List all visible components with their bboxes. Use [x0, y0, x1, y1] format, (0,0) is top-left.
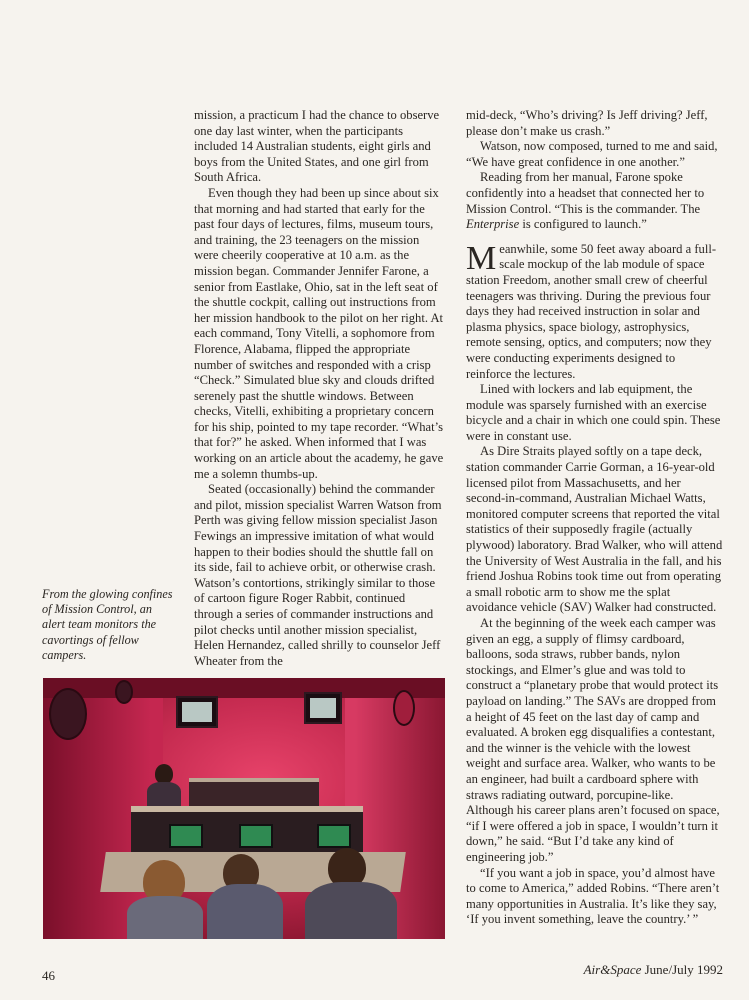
paragraph: Even though they had been up since about six that morning and had started that early for the past four days of lectures, films, museum tours, and training, the 23 teenagers on the mission were cheerily cooperative at 10 a.m. as the mission began. Commander Jennifer Farone, a senior from Eastlake, Ohio, sat in the left seat of the shuttle cockpit, calling out instructions from her mission handbook to the pilot on her right. At each command, Tony Vitelli, a sophomore from Florence, Alabama, flipped the appropriate number of switches and responded with a crisp “Check.” Simulated blue sky and clouds drifted serenely past the shuttle windows. Between checks, Vitelli, exhibiting a proprietary concern for his ship, pointed to my tape recorder. “What’s that for?” he asked. When informed that I was working on an article about the academy, he gave me a solemn thumbs-up. [194, 185, 444, 481]
paragraph: mid-deck, “Who’s driving? Is Jeff driving? Jeff, please don’t make us crash.” [466, 108, 708, 138]
article-column-middle [194, 108, 446, 669]
page-number: 46 [42, 968, 55, 983]
mission-control-photo [43, 678, 445, 939]
wall-emblem [115, 680, 133, 704]
ship-name: Enterprise [466, 217, 520, 232]
text-run: eanwhile, some 50 feet away aboard a full-scale mockup of the lab module of space station Freedom, another small crew of cheerful teenagers was thriving. During the previous four days they had received instruction in solar and plasma physics, space biology, astrophysics, remote sensing, optics, and computers; now they were conducting experiments designed to reinforce the lectures. [466, 241, 717, 381]
publication-name: Air&Space [583, 962, 642, 977]
paragraph [466, 170, 723, 232]
paragraph: As Dire Straits played softly on a tape deck, station commander Carrie Gorman, a 16-year-old licensed pilot from Massachusetts, and her second-in-command, Australian Michael Watts, monitored computer screens that reported the vital statistics of their supposedly fragile (actually plywood) laboratory. Brad Walker, who will attend the University of West Australia in the fall, and his friend Joshua Robins took time out from operating a small robotic arm to show me the splat avoidance vehicle (SAV) Walker had constructed. [466, 444, 723, 615]
overhead-monitor [304, 692, 342, 724]
wall-emblem [49, 688, 87, 740]
photo-caption: From the glowing confines of Mission Control, an alert team monitors the cavortings of fellow campers. [42, 587, 173, 662]
control-console [131, 806, 363, 858]
issue-date: June/July 1992 [644, 962, 723, 977]
article-column-right [466, 108, 723, 928]
paragraph: mission, a practicum I had the chance to observe one day last winter, when the participants included 14 Australian students, eight girls and boys from the United States, and one girl from South Africa. [194, 108, 440, 185]
person-body [207, 884, 283, 939]
text-run: Reading from her manual, Farone spoke confidently into a headset that connected her to Mission Control. “This is the commander. The [466, 170, 705, 216]
wall-emblem [393, 690, 415, 726]
paragraph-with-dropcap [466, 239, 723, 382]
paragraph: “If you want a job in space, you’d almost have to come to America,” added Robins. “There aren’t many opportunities in Australia. It’s like they say, ‘If you invent something, leave the country.’ ” [466, 865, 720, 927]
back-console [189, 778, 319, 808]
paragraph: Watson, now composed, turned to me and said, “We have great confidence in one another.” [466, 139, 718, 169]
person-body [147, 782, 181, 806]
drop-cap: M [466, 239, 497, 277]
paragraph: Lined with lockers and lab equipment, the module was sparsely furnished with an exercise bicycle and a chair in which one could spin. These were in constant use. [466, 382, 721, 443]
person-body [305, 882, 397, 939]
person-head [155, 764, 173, 784]
publication-footer [584, 962, 723, 978]
paragraph: Seated (occasionally) behind the commander and pilot, mission specialist Warren Watson from Perth was giving fellow mission specialist Jason Fewings an impressive imitation of what would happen to their bodies should the shuttle fall on its side, fail to achieve orbit, or otherwise crash. Watson’s contortions, strikingly similar to those of cartoon figure Roger Rabbit, continued through a series of commander instructions and pilot checks until another mission specialist, Helen Hernandez, called shrilly to counselor Jeff Wheater from the [194, 482, 442, 668]
paragraph: At the beginning of the week each camper was given an egg, a supply of flimsy cardboard, balloons, soda straws, rubber bands, nylon stockings, and Elmer’s glue and was told to construct a “planetary probe that would protect its payload on landing.” The SAVs are dropped from a height of 45 feet on the last day of camp and evaluated. A broken egg disqualifies a contestant, and the winner is the vehicle with the lowest weight and surface area. Walker, who wants to be an engineer, had built a cardboard sphere with straws radiating outward, porcupine-like. Although his career plans aren’t focused on space, “if I were offered a job in space, I wouldn’t turn it down,” he said. “But I’d take any kind of engineering job.” [466, 616, 720, 864]
photo-ceiling [43, 678, 445, 698]
overhead-monitor [176, 696, 218, 728]
text-run: is configured to launch.” [519, 217, 647, 232]
person-body [127, 896, 203, 939]
